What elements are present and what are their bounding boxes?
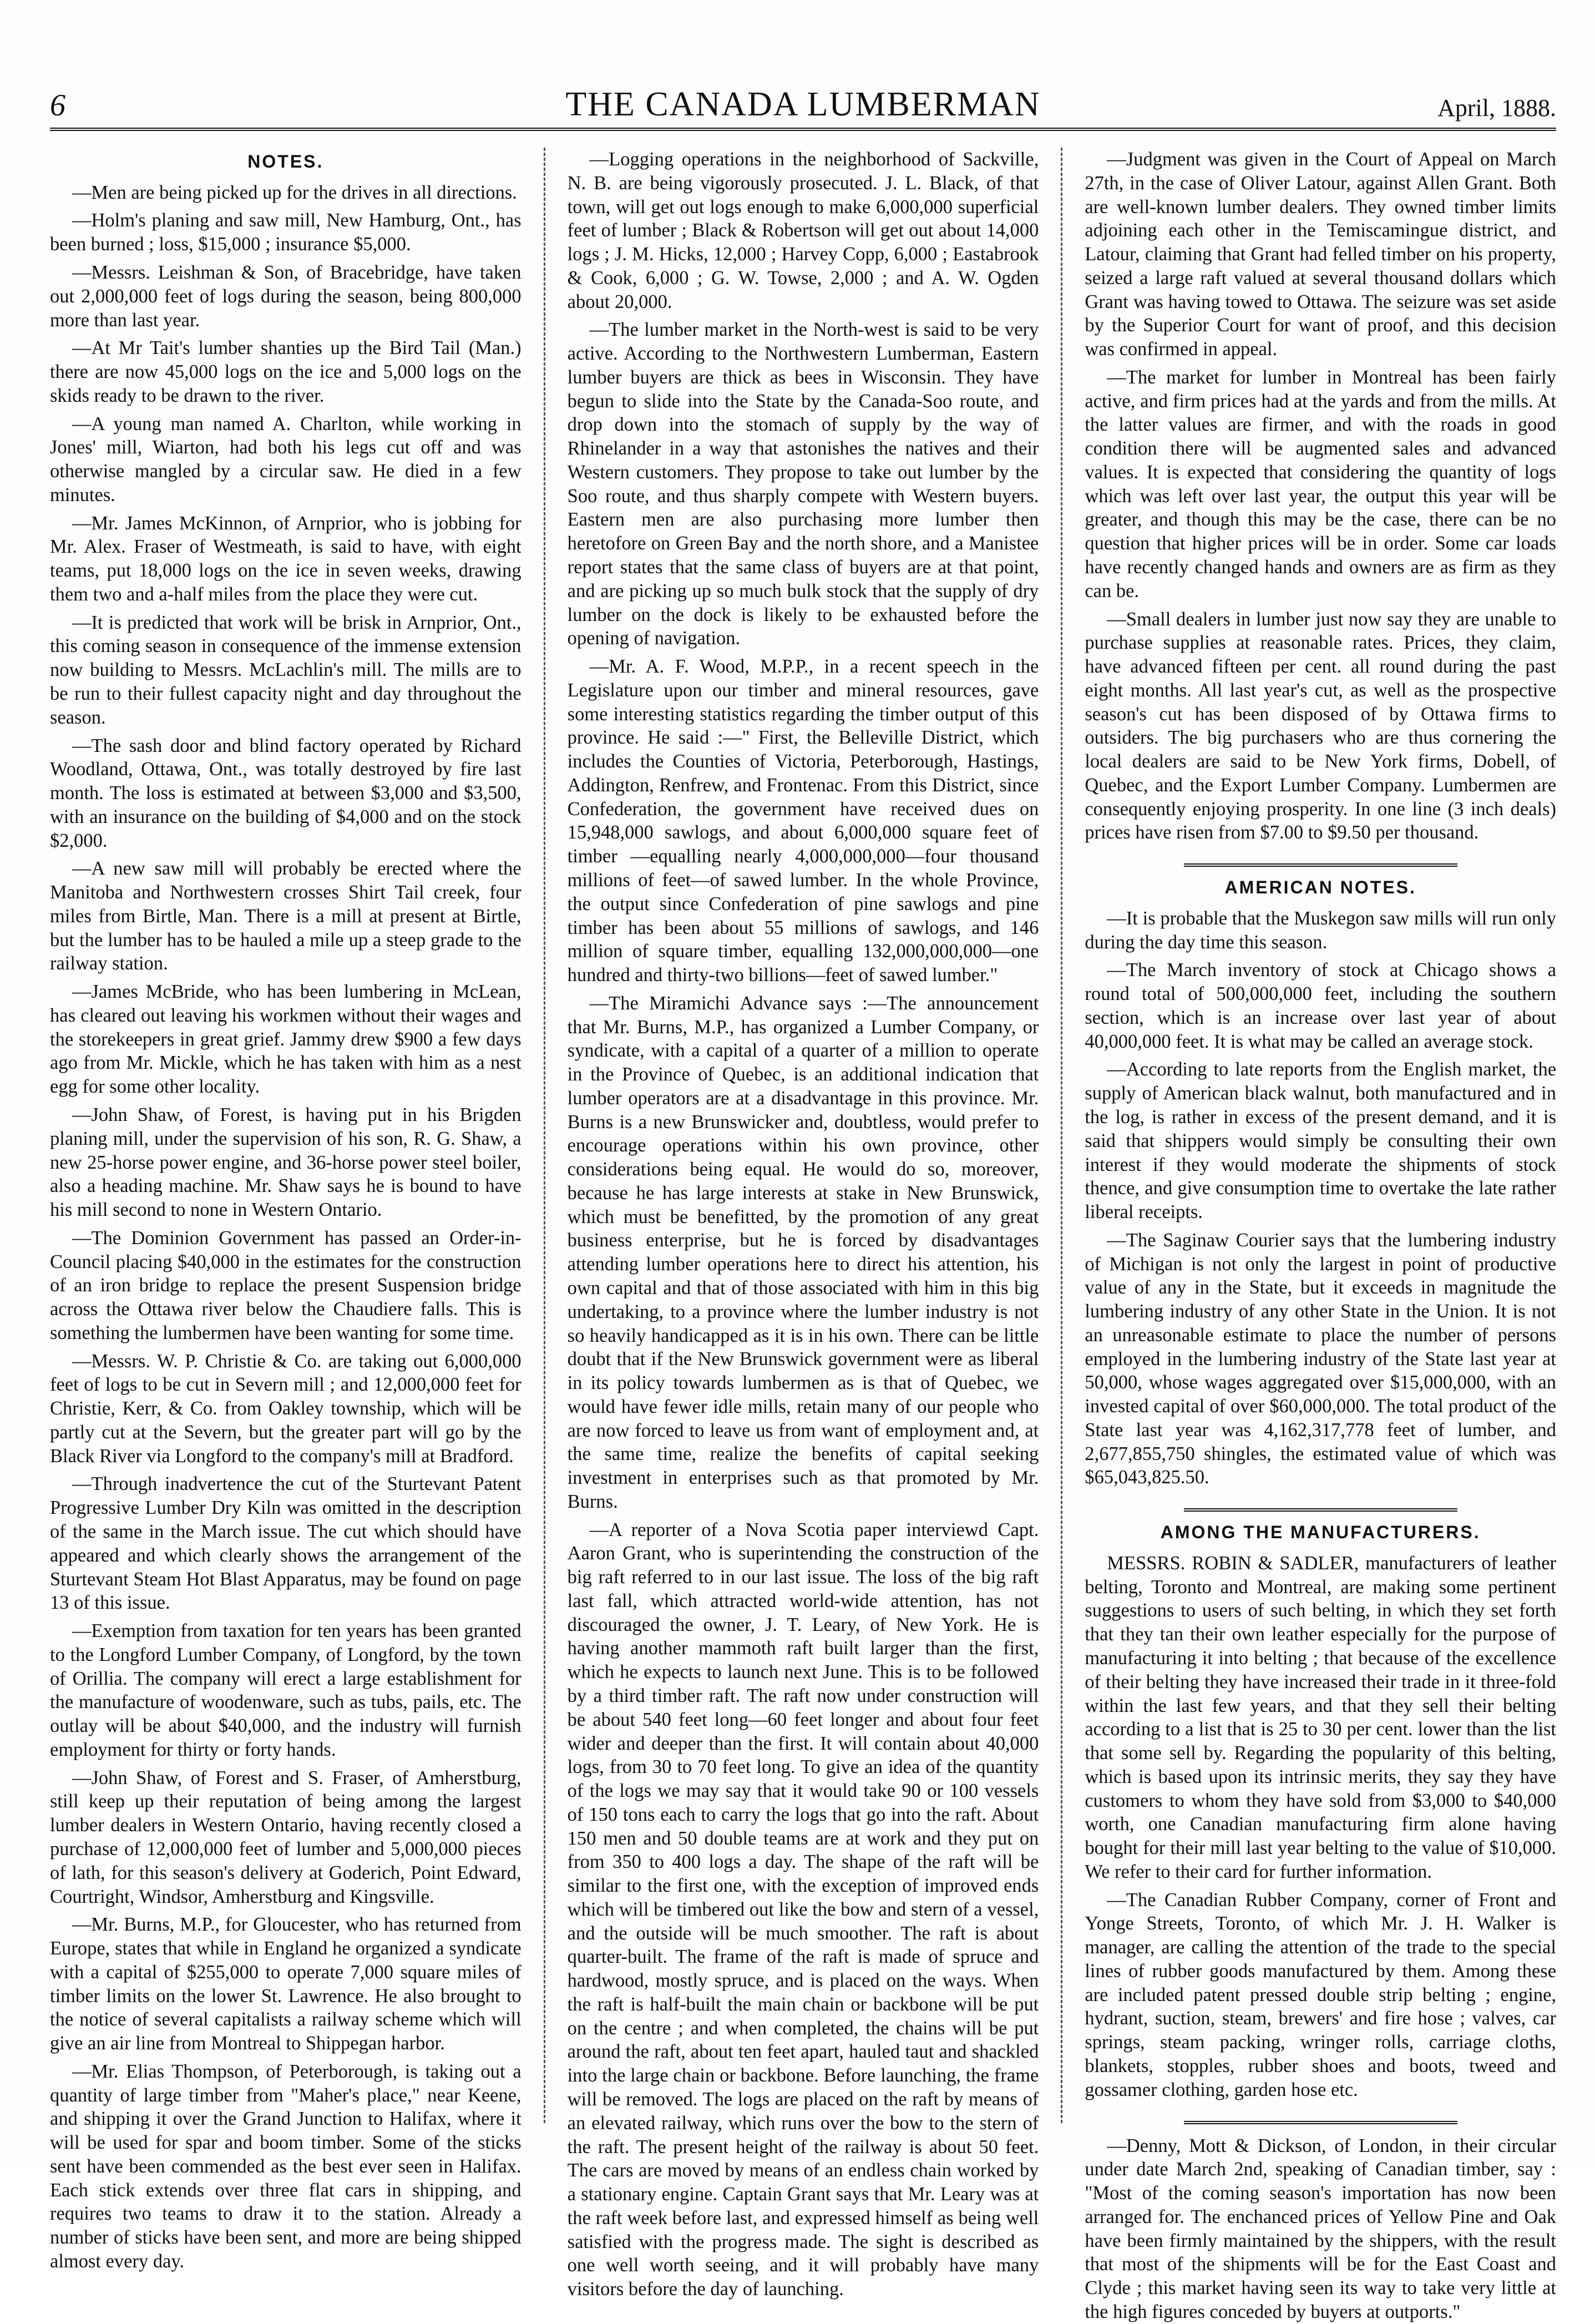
news-paragraph: —The Dominion Government has passed an Order-in-Council placing $40,000 in the estimates for the construction of an iron bridge to replace the present Suspension bridge across the Ottawa river below the Chaudiere falls. This is something the lumbermen have been wanting for some time. — [50, 1227, 521, 1343]
news-paragraph: —Through inadvertence the cut of the Sturtevant Patent Progressive Lumber Dry Kiln was omitted in the description of the same in the March issue. The cut which should have appeared and which clearly shows the arrangement of the Sturtevant Steam Hot Blast Apparatus, may be found on page 13 of this issue. — [50, 1473, 521, 1614]
news-paragraph: —John Shaw, of Forest and S. Fraser, of Amherstburg, still keep up their reputation of being among the largest lumber dealers in Western Ontario, having recently closed a purchase of 12,000,000 feet of lumber and 5,000,000 pieces of lath, for this season's delivery at Goderich, Point Edward, Courtright, Windsor, Amherstburg and Kingsville. — [50, 1767, 521, 1907]
news-paragraph: —It is probable that the Muskegon saw mills will run only during the day time this season. — [1085, 907, 1557, 953]
news-paragraph: —Exemption from taxation for ten years has been granted to the Longford Lumber Company, of Longford, by the town of Orillia. The company will erect a large establishment for the manufacture of woodenware, such as tubs, pails, etc. The outlay will be about $40,000, and the industry will furnish employment for thirty or forty hands. — [50, 1620, 521, 1760]
news-paragraph: —Mr. Elias Thompson, of Peterborough, is taking out a quantity of large timber from "Maher's place," near Keene, and shipping it over the Grand Junction to Halifax, where it will be used for spar and boom timber. Some of the sticks sent have been commended as the best ever seen in Halifax. Each stick extends over three flat cars in shipping, and requires two teams to draw it to the station. Already a number of sticks have been sent, and more are being shipped almost every day. — [50, 2060, 521, 2272]
news-paragraph: —Small dealers in lumber just now say they are unable to purchase supplies at reasonable rates. Prices, they claim, have advanced fifteen per cent. all round during the past eight months. All last year's cut, as well as the prospective season's cut has been disposed of by Ottawa firms to outsiders. The big purchasers who are thus cornering the local dealers are said to be New York firms, Dobell, of Quebec, and the Export Lumber Company. Lumbermen are consequently enjoying prosperity. In one line (3 inch deals) prices have risen from $7.00 to $9.50 per thousand. — [1085, 608, 1557, 843]
news-paragraph: —The sash door and blind factory operated by Richard Woodland, Ottawa, Ont., was totally destroyed by fire last month. The loss is estimated at between $3,000 and $3,500, with an insurance on the building of $4,000 and on the stock $2,000. — [50, 735, 521, 851]
news-paragraph: —Denny, Mott & Dickson, of London, in their circular under date March 2nd, speaking of Canadian timber, say : "Most of the coming season's importation has now been arranged for. The enchanced prices of Yellow Pine and Oak have been firmly maintained by the shippers, with the result that most of the shipments will be for the East Coast and Clyde ; this market having seen its way to take very little at the high figures conceded by buyers at outports." — [1085, 2135, 1557, 2322]
newspaper-title: THE CANADA LUMBERMAN — [565, 85, 1041, 123]
news-paragraph: —The market for lumber in Montreal has been fairly active, and firm prices had at the yards and from the mills. At the latter values are firmer, and with the roads in good condition there will be augmented sales and advanced values. It is expected that considering the quantity of logs which was left over last year, the output this year will be greater, and though this may be the case, there can be no question that higher prices will be in order. Some car loads have recently changed hands and owners are as firm as they can be. — [1085, 366, 1557, 602]
issue-date: April, 1888. — [1437, 94, 1556, 122]
section-divider — [1184, 863, 1457, 867]
news-paragraph: —Holm's planing and saw mill, New Hamburg, Ont., has been burned ; loss, $15,000 ; insurance $5,000. — [50, 210, 521, 255]
section-heading: NOTES. — [247, 151, 324, 171]
news-paragraph: —Men are being picked up for the drives in all directions. — [72, 181, 517, 203]
news-paragraph: —At Mr Tait's lumber shanties up the Bird Tail (Man.) there are now 45,000 logs on the ice and 5,000 logs on the skids ready to be drawn to the river. — [50, 337, 521, 406]
news-paragraph: —Mr. A. F. Wood, M.P.P., in a recent speech in the Legislature upon our timber and mineral resources, gave some interesting statistics regarding the timber output of this province. He said :—" First, the Belleville District, which includes the Counties of Victoria, Peterborough, Hastings, Addington, Renfrew, and Frontenac. From this District, since Confederation, the government have received dues on 15,948,000 sawlogs, and about 6,000,000 square feet of timber —equalling nearly 4,000,000,000—four thousand millions of feet—of sawed lumber. In the whole Province, the output since Confederation of pine sawlogs and pine timber has been about 55 millions of sawlogs, and 146 million of square timber, equalling 132,000,000,000—one hundred and thirty-two billions—feet of sawed lumber." — [567, 656, 1039, 986]
news-paragraph: —A reporter of a Nova Scotia paper interviewd Capt. Aaron Grant, who is superintending the construction of the big raft referred to in our last issue. The loss of the big raft last fall, which attracted world-wide attention, has not discouraged the owner, J. T. Leary, of New York. He is having another mammoth raft built larger than the first, which he expects to launch next June. This is to be followed by a third timber raft. The raft now under construction will be about 540 feet long—60 feet longer and about four feet wider and deeper than the first. It will contain about 40,000 logs, from 30 to 70 feet long. To give an idea of the quantity of the logs we may say that it would take 90 or 100 vessels of 150 tons each to carry the logs that go into the raft. About 150 men and 50 double teams are at work and they put on from 350 to 400 logs a day. The shape of the raft will be similar to the first one, with the exception of improved ends which will be timbered out like the bow and stern of a vessel, and the outside will be much smoother. The raft is about quarter-built. The frame of the raft is made of spruce and hardwood, mostly spruce, and is placed on the ways. When the raft is half-built the main chain or backbone will be put on the centre ; and when completed, the chains will be put around the raft, about ten feet apart, hauled taut and shackled into the large chain or backbone. Before launching, the frame will be removed. The logs are placed on the raft by means of an elevated railway, which runs over the bow to the stern of the raft. The present height of the railway is about 50 feet. The cars are moved by means of an endless chain worked by a stationary engine. Captain Grant says that Mr. Leary was at the raft week before last, and expressed himself as being well satisfied with the progress made. The sight is described as one well worth seeing, and it will probably have many visitors before the day of launching. — [567, 1519, 1039, 2300]
news-paragraph: —The Saginaw Courier says that the lumbering industry of Michigan is not only the largest in point of productive value of any in the State, but it exceeds in magnitude the lumbering industry of any other State in the Union. It is not an unreasonable estimate to place the number of persons employed in the lumbering industry of the State last year at 50,000, whose wages aggregated over $15,000,000, with an invested capital of over $60,000,000. The total product of the State last year was 4,162,317,778 feet of lumber, and 2,677,855,750 shingles, the estimated value of which was $65,043,825.50. — [1085, 1229, 1557, 1488]
news-paragraph: —The lumber market in the North-west is said to be very active. According to the Northwestern Lumberman, Eastern lumber buyers are thick as bees in Wisconsin. They have begun to slide into the State by the Canada-Soo route, and drop down into the stomach of supply by the way of Rhinelander in a way that astonishes the natives and their Western customers. They propose to take out lumber by the Soo route, and thus sharply compete with Western buyers. Eastern men are also purchasing more lumber then heretofore on Green Bay and the north shore, and a Manistee report states that the same class of buyers are at that point, and are picking up so much bulk stock that the supply of dry lumber on the dock is likely to be exhausted before the opening of navigation. — [567, 319, 1039, 649]
news-paragraph: —Judgment was given in the Court of Appeal on March 27th, in the case of Oliver Latour, against Allen Grant. Both are well-known lumber dealers. They owned timber limits adjoining each other in the Temiscamingue district, and Latour, claiming that Grant had felled timber on his property, seized a large raft valued at several thousand dollars which Grant was having towed to Ottawa. The seizure was set aside by the Superior Court for want of proof, and this decision was confirmed in appeal. — [1085, 149, 1557, 360]
article-columns — [50, 148, 1557, 2322]
news-paragraph: —The Canadian Rubber Company, corner of Front and Yonge Streets, Toronto, of which Mr. J. H. Walker is manager, are calling the attention of the trade to the special lines of rubber goods manufactured by them. Among these are included patent pressed double strip belting ; engine, hydrant, suction, steam, brewers' and fire hose ; valves, car springs, steam packing, wringer rolls, carriage cloths, blankets, stopples, rubber shoes and boots, tweed and gossamer clothing, garden hose etc. — [1085, 1889, 1557, 2100]
section-divider — [1184, 2121, 1457, 2124]
page-number: 6 — [50, 88, 65, 123]
column-1 — [50, 148, 544, 2272]
news-paragraph: —John Shaw, of Forest, is having put in his Brigden planing mill, under the supervision of his son, R. G. Shaw, a new 25-horse power engine, and 36-horse power steel boiler, also a heading machine. Mr. Shaw says he is bound to have his mill second to none in Western Ontario. — [50, 1104, 521, 1221]
masthead — [50, 78, 1556, 131]
section-heading: AMONG THE MANUFACTURERS. — [1160, 1522, 1481, 1543]
section-heading: AMERICAN NOTES. — [1224, 877, 1416, 898]
news-paragraph: —According to late reports from the English market, the supply of American black walnut, both manufactured and in the log, is rather in excess of the present demand, and it is said that shippers would simply be consulting their own interest if they would moderate the shipments of stock thence, and give consumption time to overtake the late rather liberal receipts. — [1085, 1059, 1557, 1223]
news-paragraph: —Messrs. Leishman & Son, of Bracebridge, have taken out 2,000,000 feet of logs during the season, being 800,000 more than last year. — [50, 261, 521, 331]
column-3 — [1061, 148, 1557, 2322]
news-paragraph: —A young man named A. Charlton, while working in Jones' mill, Wiarton, had both his legs cut off and was otherwise mangled by a circular saw. He died in a few minutes. — [50, 413, 521, 506]
news-paragraph: —Mr. James McKinnon, of Arnprior, who is jobbing for Mr. Alex. Fraser of Westmeath, is said to have, with eight teams, put 18,000 logs on the ice in seven weeks, drawing them two and a-half miles from the place they were cut. — [50, 512, 521, 605]
section-divider — [1184, 1508, 1457, 1512]
news-paragraph: —Messrs. W. P. Christie & Co. are taking out 6,000,000 feet of logs to be cut in Severn mill ; and 12,000,000 feet for Christie, Kerr, & Co. from Oakley township, which will be partly cut at the Severn, but the greater part will go by the Black River via Longford to the company's mill at Bradford. — [50, 1350, 521, 1467]
news-paragraph: —The March inventory of stock at Chicago shows a round total of 500,000,000 feet, including the southern section, which is an increase over last year of about 40,000,000 feet. It is what may be called an average stock. — [1085, 959, 1557, 1052]
news-paragraph: —A new saw mill will probably be erected where the Manitoba and Northwestern crosses Shirt Tail creek, four miles from Birtle, Man. There is a mill at present at Birtle, but the lumber has to be hauled a mile up a steep grade to the railway station. — [50, 858, 521, 974]
news-paragraph: —Mr. Burns, M.P., for Gloucester, who has returned from Europe, states that while in England he organized a syndicate with a capital of $255,000 to operate 7,000 square miles of timber limits on the lower St. Lawrence. He also brought to the notice of several capitalists a railway scheme which will give an air line from Montreal to Shippegan harbor. — [50, 1914, 521, 2054]
news-paragraph: —The Miramichi Advance says :—The announcement that Mr. Burns, M.P., has organized a Lumber Company, or syndicate, with a capital of a quarter of a million to operate in the Province of Quebec, is an additional indication that lumber operators are at a disadvantage in this province. Mr. Burns is a new Brunswicker and, doubtless, would prefer to encourage operations within his own province, other considerations being equal. He would do so, moreover, because he has large interests at stake in New Brunswick, which must be benefitted, by the promotion of any great business enterprise, but he is forced by disadvantages attending lumber operations here to direct his attention, his own capital and that of those associated with him in this big undertaking, to a province where the lumber industry is not so heavily handicapped as it is in his own. There can be little doubt that if the New Brunswick government were as liberal in its policy towards lumbermen as is that of Quebec, we would have fewer idle mills, retain many of our people who are now forced to leave us from want of employment and, at the same time, realize the benefits of capital seeking investment in enterprises such as that promoted by Mr. Burns. — [567, 992, 1039, 1512]
news-paragraph: —It is predicted that work will be brisk in Arnprior, Ont., this coming season in consequence of the immense extension now building to Messrs. McLachlin's mill. The mills are to be run to their fullest capacity night and day throughout the season. — [50, 612, 521, 728]
news-paragraph: —Logging operations in the neighborhood of Sackville, N. B. are being vigorously prosecuted. J. L. Black, of that town, will get out logs enough to make 6,000,000 superficial feet of lumber ; Black & Robertson will get out about 14,000 logs ; J. M. Hicks, 12,000 ; Harvey Copp, 6,000 ; Eastabrook & Cook, 6,000 ; G. W. Towse, 2,000 ; and A. W. Ogden about 20,000. — [567, 149, 1039, 312]
news-paragraph: —James McBride, who has been lumbering in McLean, has cleared out leaving his workmen without their wages and the storekeepers in great grief. Jammy drew $900 a few days ago from Mr. Mickle, which he has taken with him as a nest egg for some other locality. — [50, 981, 521, 1098]
column-2 — [544, 148, 1061, 2300]
news-paragraph: MESSRS. ROBIN & SADLER, manufacturers of leather belting, Toronto and Montreal, are making some pertinent suggestions to users of such belting, in which they set forth that they tan their own leather especially for the purpose of manufacturing it into belting ; that because of the excellence of their belting they have increased their trade in it three-fold within the last few years, and that they sell their belting according to a list that is 25 to 30 per cent. lower than the list that some sell by. Regarding the popularity of this belting, which is based upon its intrinsic merits, they say they have customers to whom they have sold from $3,000 to $40,000 worth, one Canadian manufacturing firm alone having bought for their mill last year belting to the value of $10,000. We refer to their card for further information. — [1085, 1552, 1557, 1882]
